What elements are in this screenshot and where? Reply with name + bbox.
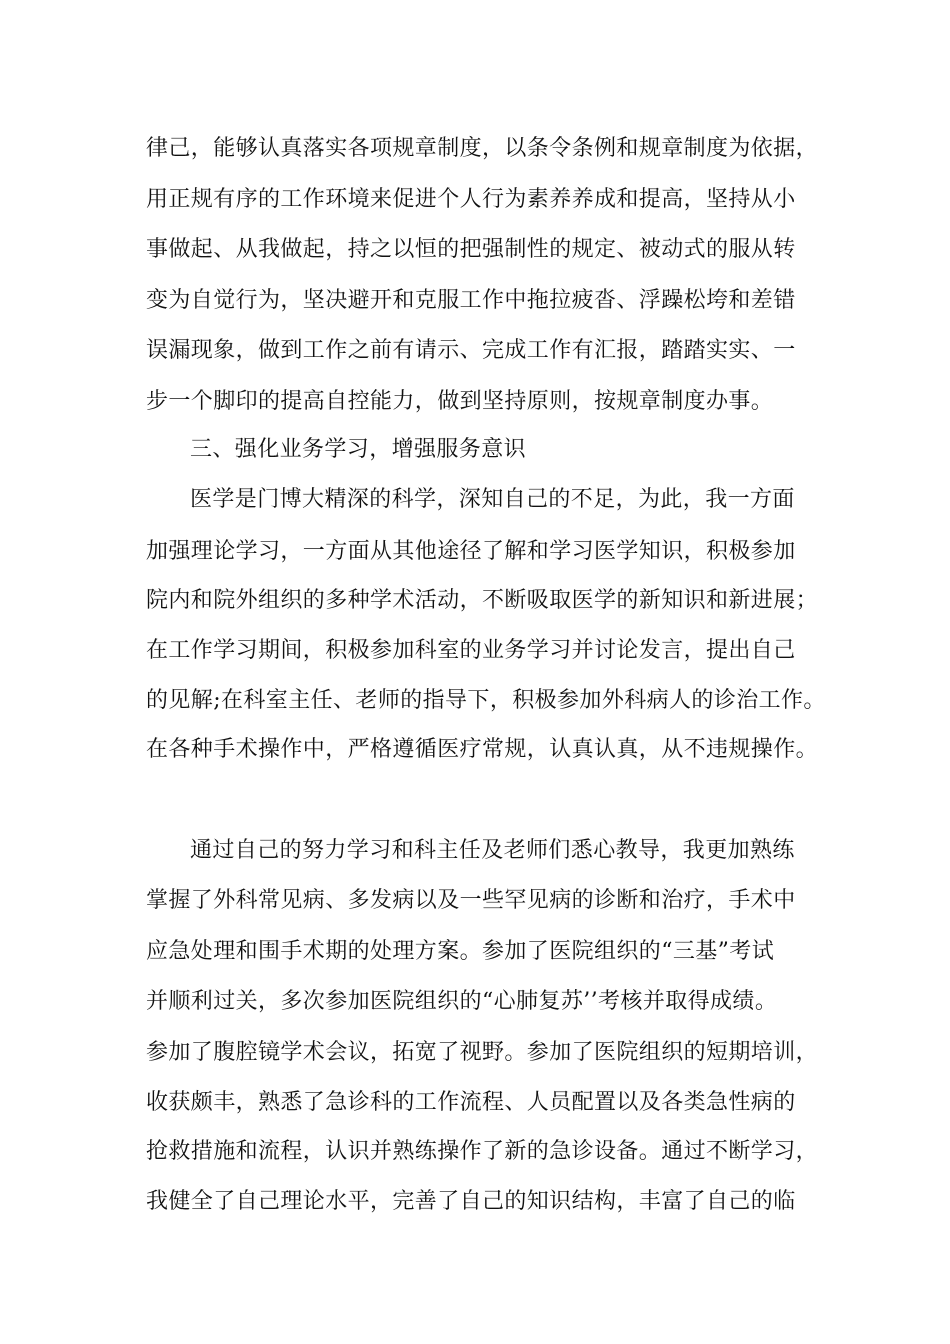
text-line: 掌握了外科常见病、多发病以及一些罕见病的诊断和治疗，手术中 bbox=[146, 888, 796, 913]
text-line: 应急处理和围手术期的处理方案。参加了医院组织的“三基”考试 bbox=[146, 939, 775, 964]
text-line: 在工作学习期间，积极参加科室的业务学习并讨论发言，提出自己 bbox=[146, 638, 796, 663]
text-line: 的见解;在科室主任、老师的指导下，积极参加外科病人的诊治工作。 bbox=[146, 688, 826, 713]
text-line: 参加了腹腔镜学术会议，拓宽了视野。参加了医院组织的短期培训， bbox=[146, 1040, 819, 1065]
text-line: 加强理论学习，一方面从其他途径了解和学习医学知识，积极参加 bbox=[146, 539, 796, 564]
text-line: 医学是门博大精深的科学，深知自己的不足，为此，我一方面 bbox=[190, 487, 795, 512]
text-line: 抢救措施和流程，认识并熟练操作了新的急诊设备。通过不断学习， bbox=[146, 1139, 819, 1164]
text-line: 并顺利过关，多次参加医院组织的“心肺复苏’’考核并取得成绩。 bbox=[146, 989, 778, 1014]
text-line: 用正规有序的工作环境来促进个人行为素养养成和提高，坚持从小 bbox=[146, 187, 796, 212]
section-heading: 三、强化业务学习，增强服务意识 bbox=[190, 437, 527, 462]
text-line: 通过自己的努力学习和科主任及老师们悉心教导，我更加熟练 bbox=[190, 838, 795, 863]
text-line: 事做起、从我做起，持之以恒的把强制性的规定、被动式的服从转 bbox=[146, 237, 796, 262]
text-line: 步一个脚印的提高自控能力，做到坚持原则，按规章制度办事。 bbox=[146, 389, 774, 414]
text-line: 收获颇丰，熟悉了急诊科的工作流程、人员配置以及各类急性病的 bbox=[146, 1090, 796, 1115]
text-line: 律己，能够认真落实各项规章制度，以条令条例和规章制度为依据， bbox=[146, 136, 819, 161]
text-line: 误漏现象，做到工作之前有请示、完成工作有汇报，踏踏实实、一 bbox=[146, 338, 796, 363]
text-line: 在各种手术操作中，严格遵循医疗常规，认真认真，从不违规操作。 bbox=[146, 737, 819, 762]
text-line: 变为自觉行为，坚决避开和克服工作中拖拉疲沓、浮躁松垮和差错 bbox=[146, 288, 796, 313]
text-line: 我健全了自己理论水平，完善了自己的知识结构，丰富了自己的临 bbox=[146, 1189, 796, 1214]
text-line: 院内和院外组织的多种学术活动，不断吸取医学的新知识和新进展； bbox=[146, 588, 819, 613]
